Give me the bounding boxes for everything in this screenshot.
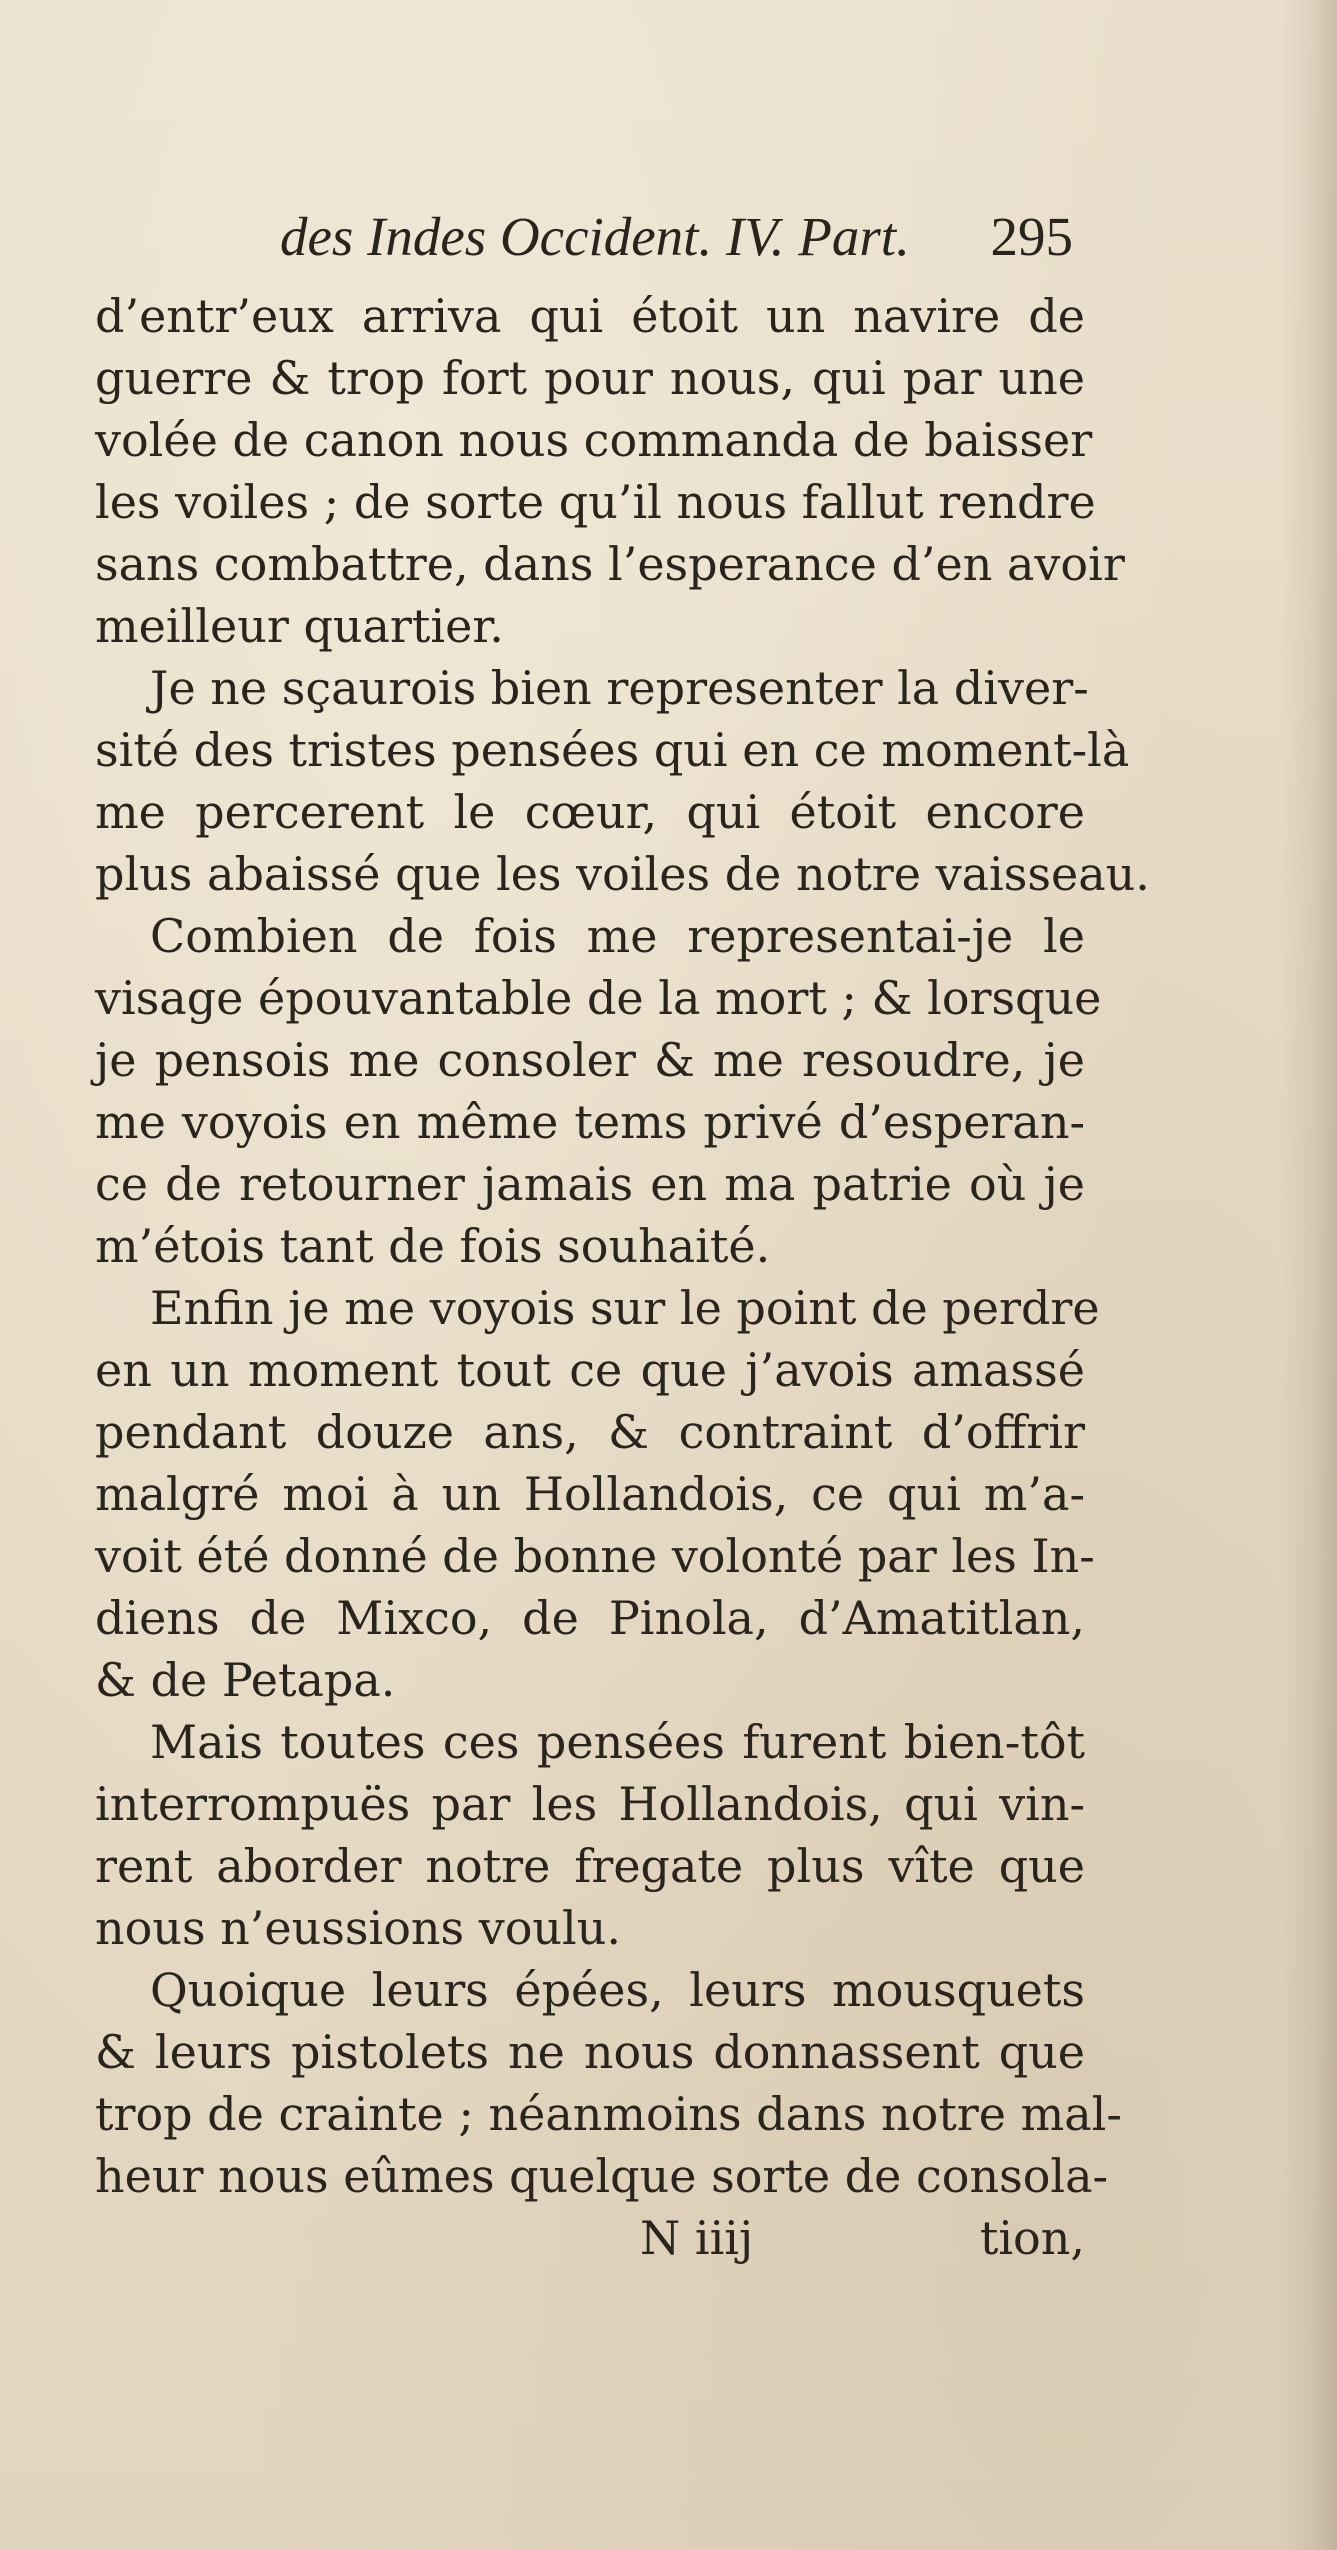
text-line: sans combattre, dans l’esperance d’en avoir — [95, 537, 1125, 591]
text-line: visage épouvantable de la mort ; & lorsque — [95, 971, 1102, 1025]
text-line: d’entr’eux arriva qui étoit un navire de — [95, 289, 1085, 343]
text-line: Enfin je me voyois sur le point de perdre — [150, 1281, 1100, 1335]
text-line: diens de Mixco, de Pinola, d’Amatitlan, — [95, 1591, 1085, 1645]
text-line: Mais toutes ces pensées furent bien-tôt — [150, 1715, 1085, 1769]
text-line: sité des tristes pensées qui en ce moment-là — [95, 723, 1130, 777]
text-line: Quoique leurs épées, leurs mousquets — [150, 1963, 1085, 2017]
text-line: meilleur quartier. — [95, 599, 504, 653]
text-line: volée de canon nous commanda de baisser — [95, 413, 1093, 467]
text-line: en un moment tout ce que j’avois amassé — [95, 1343, 1085, 1397]
text-line: guerre & trop fort pour nous, qui par une — [95, 351, 1085, 405]
catchword: tion, — [979, 2211, 1085, 2265]
text-line: Je ne sçaurois bien representer la diver- — [150, 661, 1089, 715]
text-line: je pensois me consoler & me resoudre, je — [95, 1033, 1085, 1087]
text-line: me voyois en même tems privé d’esperan- — [95, 1095, 1085, 1149]
footer-line — [95, 2207, 1085, 2269]
text-line: & leurs pistolets ne nous donnassent que — [95, 2025, 1085, 2079]
text-line: ce de retourner jamais en ma patrie où je — [95, 1157, 1085, 1211]
text-line: me percerent le cœur, qui étoit encore — [95, 785, 1085, 839]
text-block — [95, 205, 1150, 2269]
text-line: heur nous eûmes quelque sorte de consola- — [95, 2149, 1109, 2203]
text-line: voit été donné de bonne volonté par les In- — [95, 1529, 1095, 1583]
text-line: & de Petapa. — [95, 1653, 396, 1707]
running-head-title: des Indes Occident. IV. Part. — [280, 206, 910, 267]
running-head — [95, 205, 1085, 283]
page-gutter-shadow — [1280, 0, 1337, 2550]
text-line: rent aborder notre fregate plus vîte que — [95, 1839, 1085, 1893]
text-line: m’étois tant de fois souhaité. — [95, 1219, 771, 1273]
body-text — [95, 285, 1150, 2207]
text-line: plus abaissé que les voiles de notre vaisseau. — [95, 847, 1150, 901]
text-line: pendant douze ans, & contraint d’offrir — [95, 1405, 1085, 1459]
text-line: interrompuës par les Hollandois, qui vin- — [95, 1777, 1085, 1831]
text-line: nous n’eussions voulu. — [95, 1901, 622, 1955]
signature-mark: N iiij — [640, 2211, 754, 2265]
page-number: 295 — [990, 206, 1073, 267]
text-line: Combien de fois me representai-je le — [150, 909, 1085, 963]
text-line: les voiles ; de sorte qu’il nous fallut rendre — [95, 475, 1096, 529]
text-line: trop de crainte ; néanmoins dans notre mal- — [95, 2087, 1122, 2141]
text-line: malgré moi à un Hollandois, ce qui m’a- — [95, 1467, 1085, 1521]
